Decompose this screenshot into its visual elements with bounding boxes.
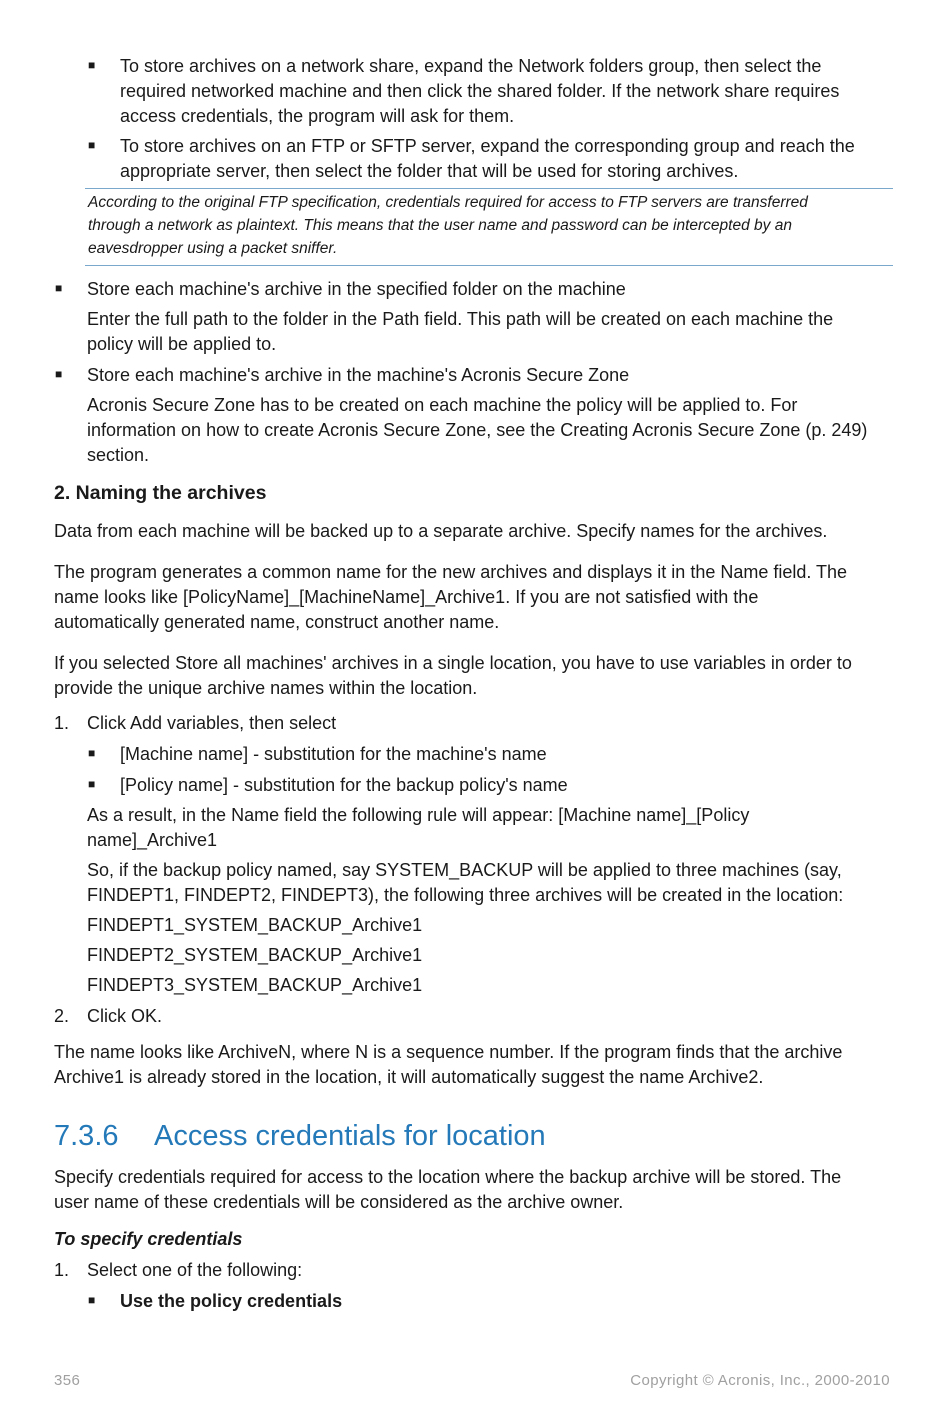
paragraph-line: Specify credentials required for access to the location where the backup archive will be stored. The [54,1167,842,1187]
paragraph-line: automatically generated name, construct another name. [54,612,500,632]
section-heading: 2. Naming the archives [54,482,267,504]
bullet-icon [88,138,95,152]
paragraph-line: name]_Archive1 [87,830,218,850]
archive-name: FINDEPT1_SYSTEM_BACKUP_Archive1 [87,915,423,935]
bullet-line: To store archives on a network share, expand the Network folders group, then select the [120,56,822,76]
paragraph-line: Archive1 is already stored in the location, it will automatically suggest the name Archive2. [54,1067,764,1087]
note-line: eavesdropper using a packet sniffer. [88,240,338,257]
sub-bullet: [Policy name] - substitution for the backup policy's name [120,775,568,795]
step-text: Click Add variables, then select [87,713,337,733]
step-text: Select one of the following: [87,1260,303,1280]
paragraph-line: name looks like [PolicyName]_[MachineName]_Archive1. If you are not satisfied with the [54,587,759,607]
bullet-icon [55,367,62,381]
paragraph-line: provide the unique archive names within the location. [54,678,478,698]
option-desc: information on how to create Acronis Secure Zone, see the Creating Acronis Secure Zone (p. 249) [87,420,868,440]
paragraph-line: The program generates a common name for the new archives and displays it in the Name field. The [54,562,848,582]
sub-bullet: Use the policy credentials [120,1291,343,1311]
note-line: According to the original FTP specification, credentials required for access to FTP servers are transferred [88,194,808,211]
bullet-icon [88,746,95,760]
section-title-text: Access credentials for location [154,1120,546,1152]
option-desc: section. [87,445,150,465]
bullet-icon [88,1293,95,1307]
note-box [85,188,893,266]
option-title: Store each machine's archive in the specified folder on the machine [87,279,626,299]
bullet-icon [55,281,62,295]
paragraph-line: user name of these credentials will be considered as the archive owner. [54,1192,624,1212]
archive-name: FINDEPT3_SYSTEM_BACKUP_Archive1 [87,975,423,995]
step-number: 1. [54,713,70,733]
option-desc: Acronis Secure Zone has to be created on each machine the policy will be applied to. For [87,395,798,415]
bullet-line: To store archives on an FTP or SFTP server, expand the corresponding group and reach the [120,136,855,156]
copyright: Copyright © Acronis, Inc., 2000-2010 [630,1372,890,1389]
howto-heading: To specify credentials [54,1229,243,1249]
bullet-line: access credentials, the program will ask for them. [120,106,515,126]
paragraph-line: If you selected Store all machines' archives in a single location, you have to use variables in order to [54,653,852,673]
step-text: Click OK. [87,1006,163,1026]
paragraph-line: As a result, in the Name field the following rule will appear: [Machine name]_[Policy [87,805,750,825]
paragraph: Data from each machine will be backed up to a separate archive. Specify names for the archives. [54,521,828,541]
option-desc: policy will be applied to. [87,334,277,354]
option-title: Store each machine's archive in the machine's Acronis Secure Zone [87,365,630,385]
bullet-icon [88,58,95,72]
paragraph-line: FINDEPT1, FINDEPT2, FINDEPT3), the following three archives will be created in the location: [87,885,844,905]
section-number: 7.3.6 [54,1120,119,1152]
option-desc: Enter the full path to the folder in the Path field. This path will be created on each machine the [87,309,834,329]
step-number: 2. [54,1006,70,1026]
page-number: 356 [54,1372,81,1389]
bullet-line: required networked machine and then click the shared folder. If the network share requires [120,81,840,101]
bullet-line: appropriate server, then select the folder that will be used for storing archives. [120,161,739,181]
section-title [54,1120,546,1153]
sub-bullet: [Machine name] - substitution for the machine's name [120,744,547,764]
paragraph-line: The name looks like ArchiveN, where N is a sequence number. If the program finds that the archive [54,1042,843,1062]
paragraph-line: So, if the backup policy named, say SYSTEM_BACKUP will be applied to three machines (say, [87,860,842,880]
note-line: through a network as plaintext. This means that the user name and password can be intercepted by an [88,217,792,234]
bullet-icon [88,777,95,791]
step-number: 1. [54,1260,70,1280]
archive-name: FINDEPT2_SYSTEM_BACKUP_Archive1 [87,945,423,965]
